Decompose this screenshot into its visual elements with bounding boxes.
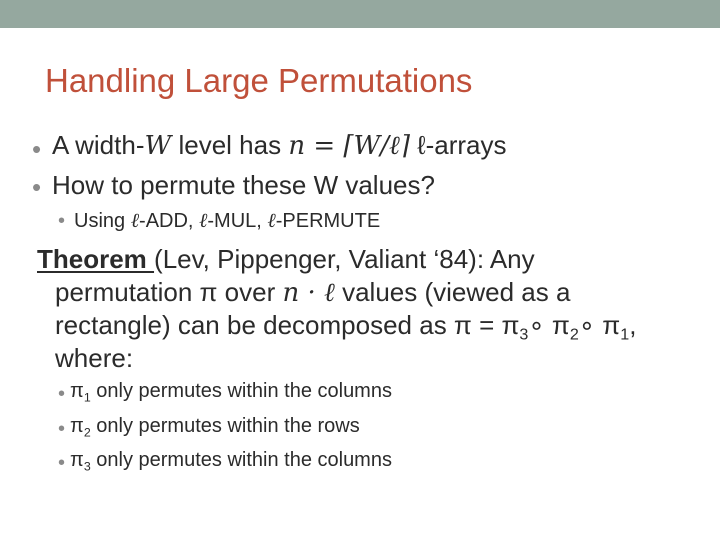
ell-symbol: ℓ [199, 208, 208, 232]
theorem-line-3 [55, 310, 636, 345]
point-text: only permutes within the columns [90, 449, 392, 471]
slide-title: Handling Large Permutations [45, 62, 473, 99]
theorem-line-1 [37, 244, 535, 275]
width-variable: W [144, 131, 172, 161]
pi-symbol: π [70, 380, 84, 402]
subscript: 1 [83, 390, 91, 405]
theorem-text: values (viewed as a [334, 277, 571, 307]
bullet-text: A width- [52, 130, 145, 160]
pi-symbol: π [70, 449, 84, 471]
theorem-citation: (Lev, Pippenger, Valiant ‘84): Any [154, 244, 535, 274]
subscript: 1 [620, 325, 630, 344]
composition-symbol: ∘ π [578, 310, 621, 340]
sub-bullet-text: -ADD, [139, 210, 200, 232]
sub-bullet-marker: • [58, 383, 66, 405]
subscript: 2 [83, 425, 91, 440]
sub-bullet-text: -MUL, [207, 210, 268, 232]
theorem-text: , [629, 310, 637, 340]
sub-bullet-text: Using [74, 210, 131, 232]
theorem-line-4: where: [55, 343, 134, 373]
theorem-line-2 [55, 277, 570, 308]
point-pi3 [70, 449, 392, 473]
bullet-width-level [52, 130, 507, 161]
sub-bullet-text: -PERMUTE [275, 210, 381, 232]
point-pi1 [70, 380, 392, 404]
theorem-text: permutation π over [55, 277, 283, 307]
pi-symbol: π [70, 415, 84, 437]
ell-symbol: ℓ [130, 208, 140, 232]
sub-bullet-marker: • [58, 418, 66, 440]
theorem-keyword: Theorem [37, 244, 155, 274]
sub-bullet-operations [74, 208, 380, 233]
math-expression: n = ⌈W/ℓ⌉ [288, 131, 410, 161]
bullet-marker: • [32, 134, 42, 164]
point-text: only permutes within the columns [90, 380, 392, 402]
point-text: only permutes within the rows [90, 415, 360, 437]
subscript: 2 [569, 325, 579, 344]
math-expression: n · ℓ [282, 278, 335, 308]
point-pi2 [70, 415, 360, 439]
subscript: 3 [519, 325, 529, 344]
sub-bullet-marker: • [58, 452, 66, 474]
bullet-text: level has [171, 130, 289, 160]
bullet-marker: • [32, 172, 42, 202]
ell-symbol: ℓ [267, 208, 276, 232]
sub-bullet-marker: • [58, 210, 66, 232]
bullet-permute-question: How to permute these W values? [52, 170, 435, 200]
subscript: 3 [83, 459, 91, 474]
bullet-text: ℓ-arrays [409, 130, 507, 160]
theorem-text: rectangle) can be decomposed as π = π [55, 310, 520, 340]
top-accent-bar [0, 0, 720, 28]
composition-symbol: ∘ π [528, 310, 570, 340]
